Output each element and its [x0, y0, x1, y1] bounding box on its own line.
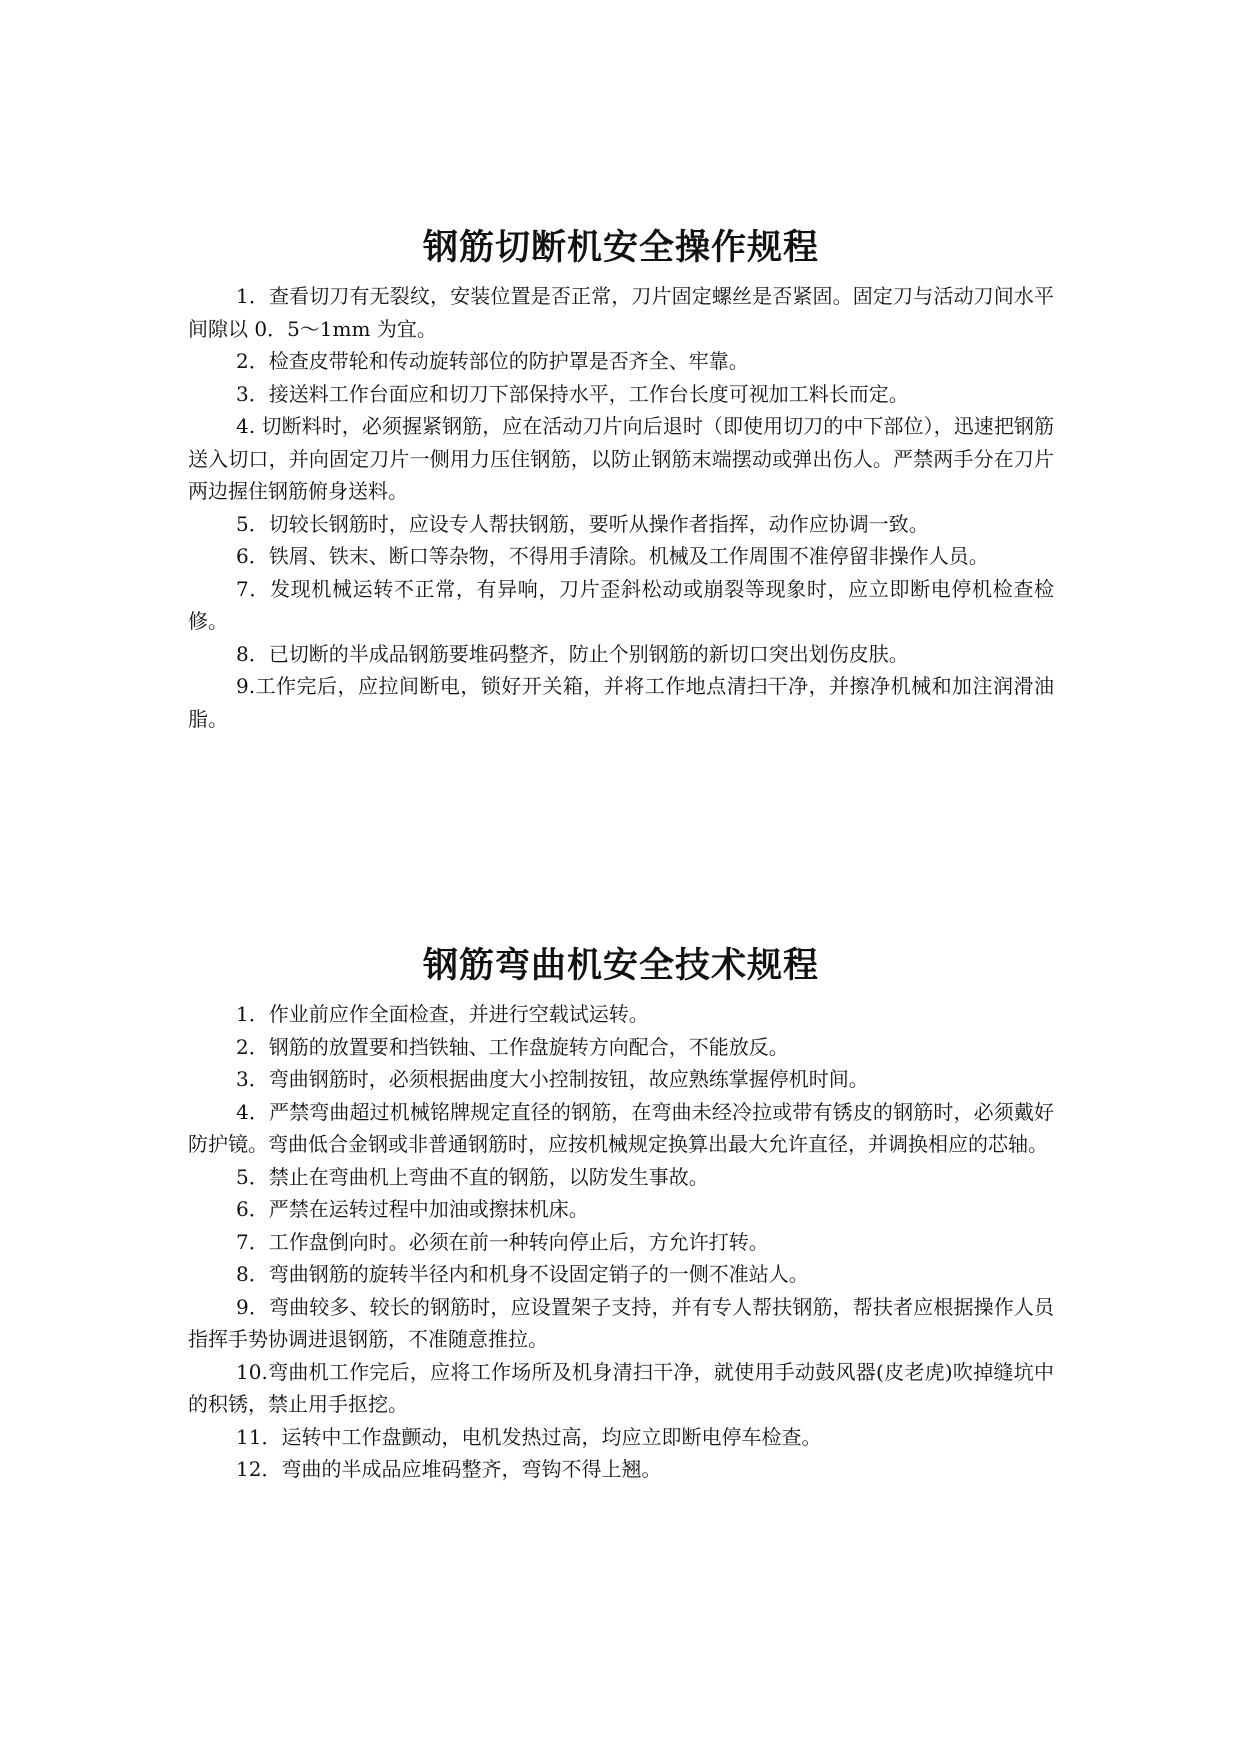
rule-item: 8．弯曲钢筋的旋转半径内和机身不设固定销子的一侧不准站人。: [236, 1262, 809, 1286]
rule-item: 4．严禁弯曲超过机械铭牌规定直径的钢筋，在弯曲未经冷拉或带有锈皮的钢筋时，必须戴好防护镜。弯曲低合金钢或非普通钢筋时，应按机械规定换算出最大允许直径，并调换相应的芯轴。: [188, 1099, 1054, 1156]
rule-item: 3．接送料工作台面应和切刀下部保持水平，工作台长度可视加工料长而定。: [236, 381, 909, 406]
rule-item: 10.弯曲机工作完后，应将工作场所及机身清扫干净，就使用手动鼓风器(皮老虎)吹掉缝坑中的积锈，禁止用手抠挖。: [188, 1359, 1054, 1416]
rule-item: 5．禁止在弯曲机上弯曲不直的钢筋，以防发生事故。: [236, 1164, 709, 1189]
rule-list: [188, 998, 1054, 1486]
rule-item: 7．发现机械运转不正常，有异响，刀片歪斜松动或崩裂等现象时，应立即断电停机检查检修。: [188, 576, 1054, 633]
rule-item: 2．钢筋的放置要和挡铁轴、工作盘旋转方向配合，不能放反。: [236, 1034, 789, 1059]
rule-item: 6．严禁在运转过程中加油或擦抹机床。: [236, 1197, 589, 1221]
rule-item: 8．已切断的半成品钢筋要堆码整齐，防止个别钢筋的新切口突出划伤皮肤。: [236, 641, 909, 666]
rule-item: 9．弯曲较多、较长的钢筋时，应设置架子支持，并有专人帮扶钢筋，帮扶者应根据操作人员指挥手势协调进退钢筋，不准随意推拉。: [188, 1294, 1054, 1351]
rule-item: 3．弯曲钢筋时，必须根据曲度大小控制按钮，故应熟练掌握停机时间。: [236, 1067, 869, 1091]
section-bending-machine: [188, 940, 1054, 1486]
rule-item: 1．查看切刀有无裂纹，安装位置是否正常，刀片固定螺丝是否紧固。固定刀与活动刀间水平间隙以 0．5～1mm 为宜。: [188, 284, 1054, 341]
rule-item: 9.工作完后，应拉间断电，锁好开关箱，并将工作地点清扫干净，并擦净机械和加注润滑油脂。: [188, 674, 1054, 731]
rule-item: 1．作业前应作全面检查，并进行空载试运转。: [236, 1002, 649, 1026]
section-cutting-machine: [188, 222, 1054, 735]
rule-item: 12．弯曲的半成品应堆码整齐，弯钩不得上翘。: [236, 1457, 662, 1481]
rule-item: 11．运转中工作盘颤动，电机发热过高，均应立即断电停车检查。: [236, 1424, 822, 1449]
rule-item: 6．铁屑、铁末、断口等杂物，不得用手清除。机械及工作周围不准停留非操作人员。: [236, 544, 989, 568]
rule-item: 4. 切断料时，必须握紧钢筋，应在活动刀片向后退时（即使用切刀的中下部位），迅速把钢筋送入切口，并向固定刀片一侧用力压住钢筋，以防止钢筋末端摆动或弹出伤人。严禁两手分在刀片两边握住钢筋俯身送料。: [188, 414, 1054, 503]
rule-item: 5．切较长钢筋时，应设专人帮扶钢筋，要听从操作者指挥，动作应协调一致。: [236, 511, 929, 536]
rule-list: [188, 280, 1054, 735]
section-title: 钢筋切断机安全操作规程: [422, 228, 819, 268]
section-title: 钢筋弯曲机安全技术规程: [422, 946, 819, 986]
rule-item: 7．工作盘倒向时。必须在前一种转向停止后，方允许打转。: [236, 1229, 769, 1254]
rule-item: 2．检查皮带轮和传动旋转部位的防护罩是否齐全、牢靠。: [236, 349, 749, 373]
